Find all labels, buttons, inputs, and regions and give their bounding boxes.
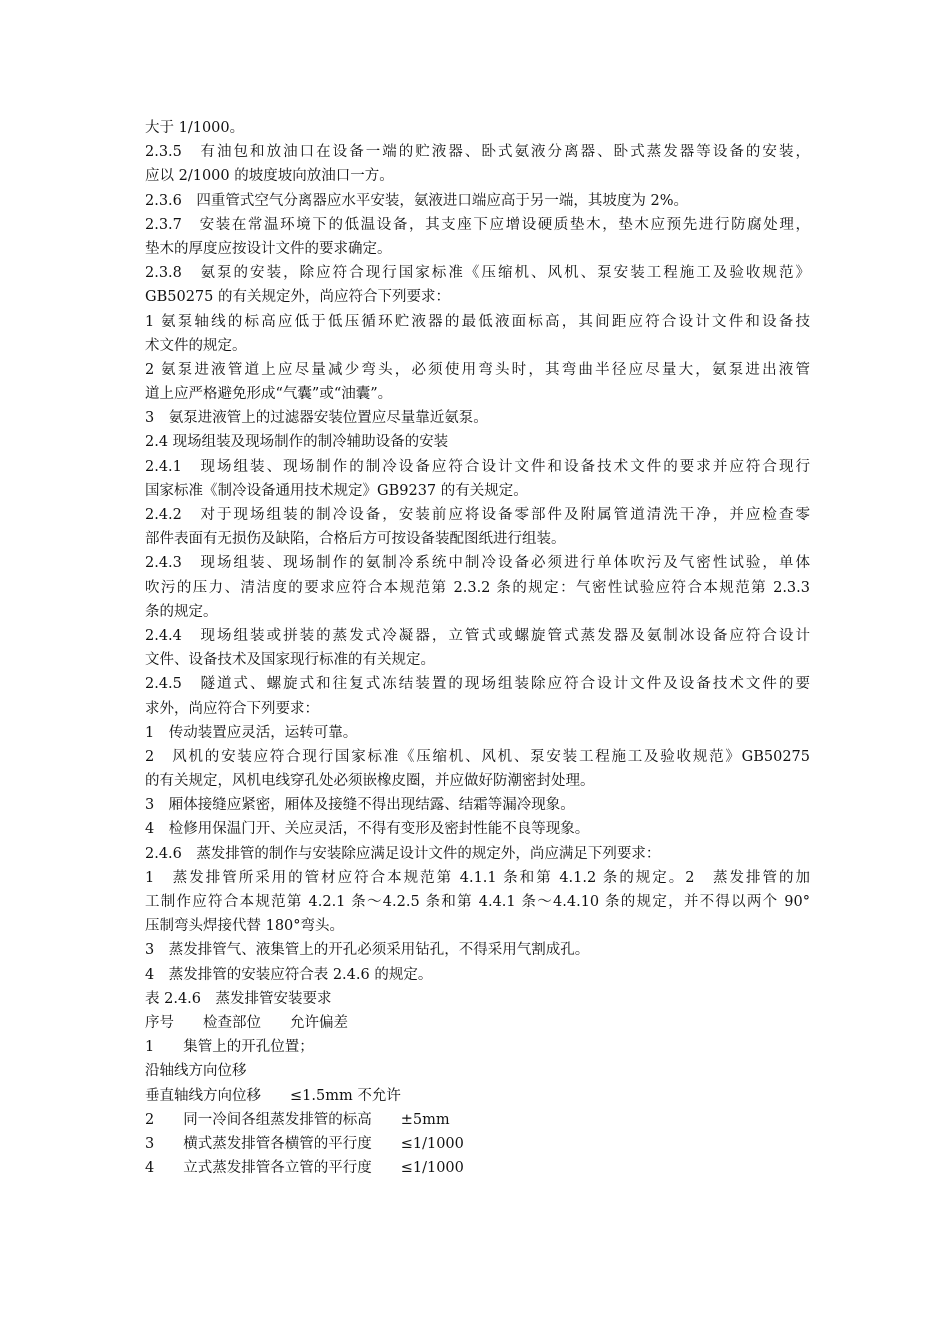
text-line: 2.4 现场组装及现场制作的制冷辅助设备的安装 <box>145 434 449 451</box>
text-line: 4 立式蒸发排管各立管的平行度 ≤1/1000 <box>145 1160 464 1177</box>
text-line: 部件表面有无损伤及缺陷，合格后方可按设备装配图纸进行组装。 <box>145 531 566 548</box>
text-line: 2.4.4 现场组装或拼装的蒸发式冷凝器，立管式或螺旋管式蒸发器及氨制冰设备应符合设计 <box>145 627 810 644</box>
text-line: 2.3.6 四重管式空气分离器应水平安装，氨液进口端应高于另一端，其坡度为 2%。 <box>145 192 689 209</box>
text-line: 的有关规定，风机电线穿孔处必须嵌橡皮圈，并应做好防潮密封处理。 <box>145 773 595 790</box>
text-line: 2.4.6 蒸发排管的制作与安装除应满足设计文件的规定外，尚应满足下列要求： <box>145 845 661 862</box>
text-line: 道上应严格避免形成“气囊”或“油囊”。 <box>145 386 393 403</box>
text-line: 术文件的规定。 <box>145 337 247 354</box>
text-line: 垂直轴线方向位移 ≤1.5mm 不允许 <box>145 1087 401 1104</box>
text-line: 2 同一冷间各组蒸发排管的标高 ±5mm <box>145 1111 450 1128</box>
text-line: 应以 2/1000 的坡度坡向放油口一方。 <box>145 168 394 185</box>
text-line: 3 蒸发排管气、液集管上的开孔必须采用钻孔，不得采用气割成孔。 <box>145 942 590 959</box>
text-line: 3 氨泵进液管上的过滤器安装位置应尽量靠近氨泵。 <box>145 410 488 427</box>
text-line: 序号 检查部位 允许偏差 <box>145 1014 348 1031</box>
text-line: 2.3.8 氨泵的安装，除应符合现行国家标准《压缩机、风机、泵安装工程施工及验收规范》 <box>145 265 810 282</box>
text-line: 2.4.5 隧道式、螺旋式和往复式冻结装置的现场组装除应符合设计文件及设备技术文件的要 <box>145 676 810 693</box>
text-line: 2 风机的安装应符合现行国家标准《压缩机、风机、泵安装工程施工及验收规范》GB50275 <box>145 748 810 765</box>
text-line: 4 蒸发排管的安装应符合表 2.4.6 的规定。 <box>145 966 433 983</box>
text-line: GB50275 的有关规定外，尚应符合下列要求： <box>145 289 450 306</box>
text-line: 2.4.3 现场组装、现场制作的氨制冷系统中制冷设备必须进行单体吹污及气密性试验，单体 <box>145 555 810 572</box>
text-line: 4 检修用保温门开、关应灵活，不得有变形及密封性能不良等现象。 <box>145 821 590 838</box>
text-line: 表 2.4.6 蒸发排管安装要求 <box>145 990 332 1007</box>
text-line: 3 横式蒸发排管各横管的平行度 ≤1/1000 <box>145 1135 464 1152</box>
text-line: 垫木的厚度应按设计文件的要求确定。 <box>145 240 392 257</box>
document-body <box>145 116 810 1180</box>
text-line: 求外，尚应符合下列要求： <box>145 700 319 717</box>
text-line: 压制弯头焊接代替 180°弯头。 <box>145 918 345 935</box>
text-line: 吹污的压力、清洁度的要求应符合本规范第 2.3.2 条的规定：气密性试验应符合本规范第 2.3.3 <box>145 579 810 596</box>
text-line: 文件、设备技术及国家现行标准的有关规定。 <box>145 652 435 669</box>
text-line: 1 集管上的开孔位置； <box>145 1039 314 1056</box>
text-line: 2.3.5 有油包和放油口在设备一端的贮液器、卧式氨液分离器、卧式蒸发器等设备的安装， <box>145 144 810 161</box>
text-line: 1 氨泵轴线的标高应低于低压循环贮液器的最低液面标高，其间距应符合设计文件和设备技 <box>145 313 810 330</box>
text-line: 1 传动装置应灵活，运转可靠。 <box>145 724 358 741</box>
text-line: 2 氨泵进液管道上应尽量减少弯头，必须使用弯头时，其弯曲半径应尽量大，氨泵进出液管 <box>145 361 810 378</box>
text-line: 1 蒸发排管所采用的管材应符合本规范第 4.1.1 条和第 4.1.2 条的规定。2 蒸发排管的加 <box>145 869 810 886</box>
text-line: 工制作应符合本规范第 4.2.1 条～4.2.5 条和第 4.4.1 条～4.4.10 条的规定，并不得以两个 90° <box>145 894 810 910</box>
text-line: 条的规定。 <box>145 603 218 620</box>
text-line: 3 厢体接缝应紧密，厢体及接缝不得出现结露、结霜等漏冷现象。 <box>145 797 575 814</box>
text-line: 沿轴线方向位移 <box>145 1063 247 1080</box>
text-line: 2.4.2 对于现场组装的制冷设备，安装前应将设备零部件及附属管道清洗干净，并应检查零 <box>145 507 810 523</box>
text-line: 2.4.1 现场组装、现场制作的制冷设备应符合设计文件和设备技术文件的要求并应符合现行 <box>145 458 810 475</box>
text-line: 国家标准《制冷设备通用技术规定》GB9237 的有关规定。 <box>145 482 528 499</box>
text-line: 2.3.7 安装在常温环境下的低温设备，其支座下应增设硬质垫木，垫木应预先进行防腐处理， <box>145 216 810 233</box>
text-line: 大于 1/1000。 <box>145 120 245 136</box>
